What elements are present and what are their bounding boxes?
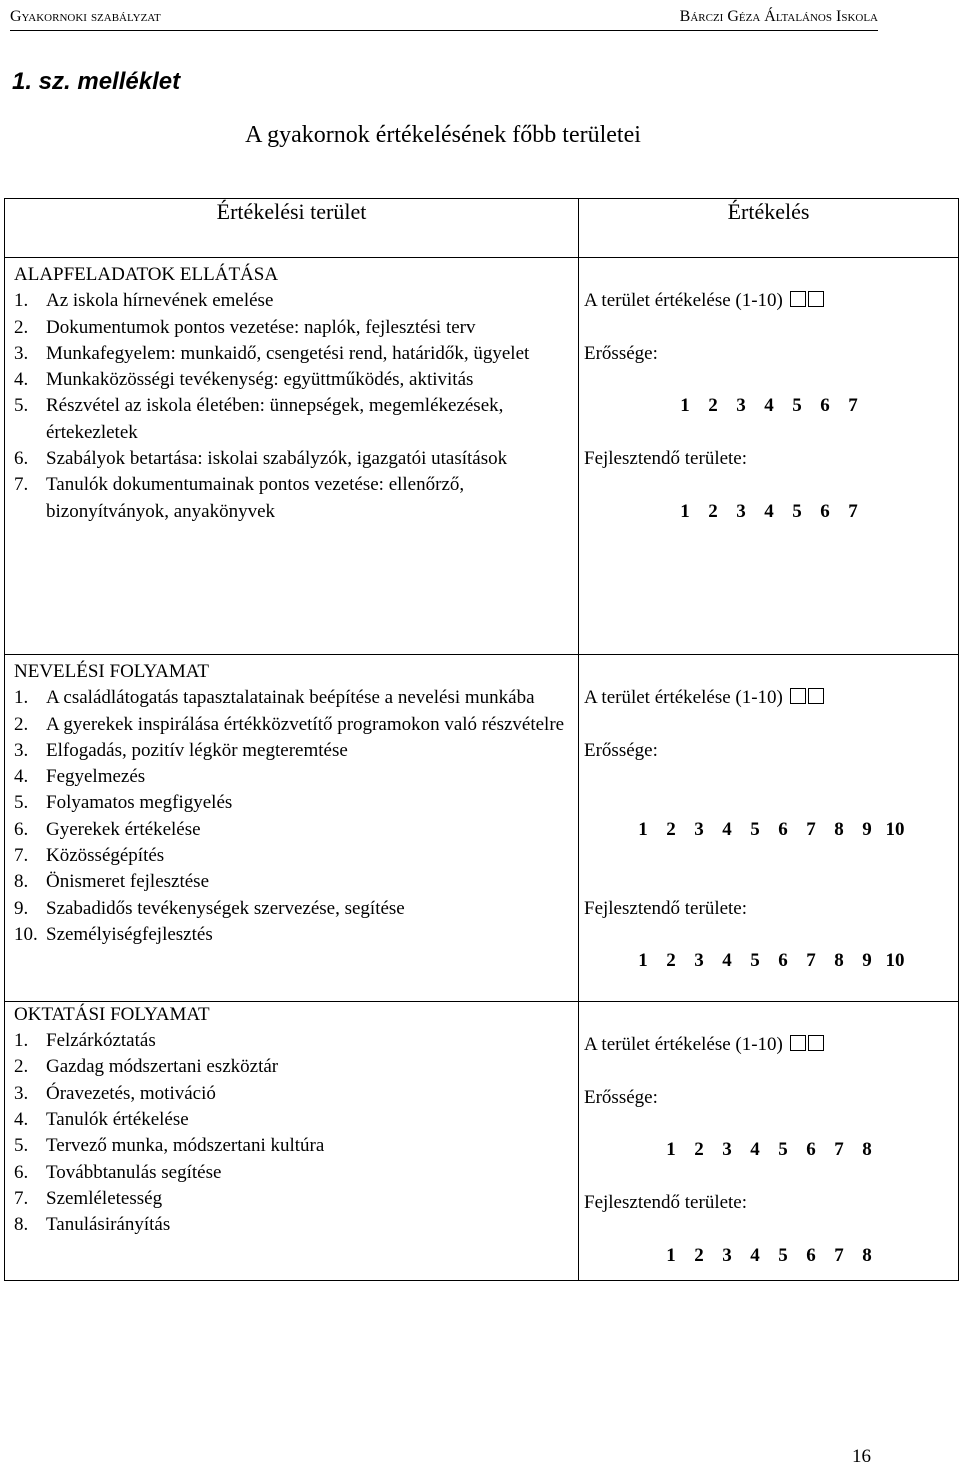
item-number: 6. [14,448,29,470]
score-box[interactable] [790,688,806,704]
improve-label: Fejlesztendő területe: [584,1191,748,1213]
scale-number[interactable]: 5 [778,1139,788,1161]
item-number: 1. [14,687,29,709]
item-text: Tanulók dokumentumainak pontos vezetése: ellenőrző, bizonyítványok, anyakönyvek [46,474,465,522]
scale-number[interactable]: 8 [834,950,844,972]
item-text: Tanulók értékelése [46,1109,189,1131]
item-number: 3. [14,342,29,364]
item-number: 2. [14,1056,29,1078]
item-text: Fegyelmezés [46,766,146,788]
item-text: A családlátogatás tapasztalatainak beépítése a nevelési munkába [46,687,535,709]
criteria-list [5,288,578,525]
item-number: 3. [14,739,29,761]
list-item [5,315,578,341]
list-item [5,341,578,367]
list-item [5,1186,578,1212]
spacer-line [584,420,958,446]
scale-number[interactable]: 6 [820,395,830,417]
scale-number[interactable]: 7 [806,818,816,840]
scale-number[interactable]: 8 [862,1139,872,1161]
evaluation-table [4,198,959,1281]
scale-number[interactable]: 9 [862,950,872,972]
improve-scale [584,1243,958,1269]
page-number: 16 [852,1446,871,1467]
list-item [5,1107,578,1133]
scale-number[interactable]: 10 [885,818,905,840]
rating-line [584,288,958,314]
list-item [5,712,578,738]
item-text: Az iskola hírnevének emelése [46,290,274,312]
spacer-line [584,1216,958,1242]
score-box[interactable] [808,1035,824,1051]
item-text: Felzárkóztatás [46,1030,156,1052]
scale-number[interactable]: 1 [680,500,690,522]
spacer-line [584,472,958,498]
item-number: 9. [14,897,29,919]
item-number: 10. [14,923,38,945]
list-item [5,790,578,816]
list-item [5,472,578,525]
scale-number[interactable]: 9 [862,818,872,840]
improve-label: Fejlesztendő területe: [584,897,748,919]
scale-number[interactable]: 8 [862,1244,872,1266]
item-text: Önismeret fejlesztése [46,871,210,893]
scale-number[interactable]: 1 [666,1139,676,1161]
scale-number[interactable]: 7 [834,1244,844,1266]
score-box[interactable] [808,688,824,704]
strength-label: Erőssége: [584,739,658,761]
list-item [5,393,578,446]
list-item [5,896,578,922]
scale-number[interactable]: 1 [638,950,648,972]
column-header-area: Értékelési terület [5,199,579,258]
scale-number[interactable]: 7 [834,1139,844,1161]
item-number: 5. [14,792,29,814]
section-title: NEVELÉSI FOLYAMAT [14,661,209,682]
section-areas-cell [5,1001,579,1280]
item-text: Dokumentumok pontos vezetése: naplók, fejlesztési terv [46,316,476,338]
spacer-line [584,262,958,288]
scale-number[interactable]: 1 [666,1244,676,1266]
score-box[interactable] [808,291,824,307]
scale-number[interactable]: 6 [820,500,830,522]
list-item [5,817,578,843]
item-text: Munkaközösségi tevékenység: együttműködés, aktivitás [46,369,474,391]
spacer-line [584,922,958,948]
scale-number[interactable]: 8 [834,818,844,840]
rating-line [584,685,958,711]
list-item [5,446,578,472]
annex-label: 1. sz. melléklet [12,68,181,95]
section-title: OKTATÁSI FOLYAMAT [14,1003,210,1025]
section-row [5,1001,959,1280]
item-number: 3. [14,1082,29,1104]
section-title: ALAPFELADATOK ELLÁTÁSA [14,264,279,285]
scale-number[interactable]: 3 [722,1139,732,1161]
item-number: 5. [14,1135,29,1157]
item-text: Tanulásirányítás [46,1214,171,1236]
spacer-line [584,764,958,790]
item-text: Szabályok betartása: iskolai szabályzók, igazgatói utasítások [46,448,508,470]
spacer-line [584,975,958,1001]
item-text: Továbbtanulás segítése [46,1161,222,1183]
item-number: 6. [14,1161,29,1183]
scale-number[interactable]: 10 [885,950,905,972]
item-text: Gyerekek értékelése [46,818,201,840]
list-item [5,1212,578,1238]
header-left: Gyakornoki szabályzat [10,8,161,25]
section-row [5,258,959,655]
scale-number[interactable]: 4 [722,950,732,972]
section-areas-cell [5,655,579,1002]
section-areas-cell [5,258,579,655]
item-number: 1. [14,290,29,312]
scale-number[interactable]: 6 [806,1244,816,1266]
item-number: 6. [14,818,29,840]
item-text: A gyerekek inspirálása értékközvetítő programokon való részvételre [46,713,565,735]
rating-label: A terület értékelése (1-10) [584,290,783,312]
strength-label: Erőssége: [584,1086,658,1108]
item-text: Személyiségfejlesztés [46,923,213,945]
spacer-line [584,1006,958,1032]
scale-number[interactable]: 6 [806,1139,816,1161]
scale-number[interactable]: 3 [694,950,704,972]
item-text: Szemléletesség [46,1187,163,1209]
spacer-line [584,843,958,869]
page-title: A gyakornok értékelésének főbb területei [245,122,641,148]
scale-number[interactable]: 7 [848,395,858,417]
item-number: 2. [14,316,29,338]
section-row [5,655,959,1002]
scale-number[interactable]: 3 [694,818,704,840]
spacer-line [584,1164,958,1190]
item-number: 4. [14,369,29,391]
column-header-rating: Értékelés [579,199,959,258]
scale-number[interactable]: 6 [778,818,788,840]
item-number: 5. [14,395,29,417]
scale-number[interactable]: 3 [736,500,746,522]
item-number: 7. [14,845,29,867]
scale-number[interactable]: 4 [750,1139,760,1161]
scale-number[interactable]: 4 [750,1244,760,1266]
section-rating-cell [579,258,959,655]
scale-number[interactable]: 3 [736,395,746,417]
spacer-line [584,578,958,604]
rating-label: A terület értékelése (1-10) [584,1034,783,1056]
rating-label: A terület értékelése (1-10) [584,687,783,709]
scale-number[interactable]: 5 [792,395,802,417]
strength-scale [584,1137,958,1163]
scale-number[interactable]: 2 [666,818,676,840]
spacer-line [584,1058,958,1084]
scale-number[interactable]: 2 [694,1244,704,1266]
list-item [5,843,578,869]
spacer-line [584,1111,958,1137]
item-number: 2. [14,713,29,735]
score-box[interactable] [790,1035,806,1051]
spacer-line [584,367,958,393]
scale-number[interactable]: 5 [750,818,760,840]
spacer-line [584,659,958,685]
improve-scale [584,948,958,974]
list-item [5,1028,578,1054]
scale-number[interactable]: 6 [778,950,788,972]
improve-label: Fejlesztendő területe: [584,448,748,470]
strength-scale [584,817,958,843]
scale-number[interactable]: 2 [708,500,718,522]
spacer-line [584,551,958,577]
scale-number[interactable]: 1 [680,395,690,417]
list-item [5,1133,578,1159]
scale-number[interactable]: 5 [792,500,802,522]
spacer-line [584,869,958,895]
scale-number[interactable]: 2 [666,950,676,972]
header-right: Bárczi Géza Általános Iskola [679,8,878,25]
scale-number[interactable]: 7 [806,950,816,972]
item-text: Óravezetés, motiváció [46,1082,216,1104]
spacer-line [584,790,958,816]
item-text: Folyamatos megfigyelés [46,792,233,814]
scale-number[interactable]: 4 [722,818,732,840]
list-item [5,738,578,764]
section-rating-cell [579,655,959,1002]
scale-number[interactable]: 4 [764,500,774,522]
section-rating-cell [579,1001,959,1280]
scale-number[interactable]: 2 [694,1139,704,1161]
scale-number[interactable]: 2 [708,395,718,417]
list-item [5,685,578,711]
item-number: 8. [14,1214,29,1236]
item-text: Munkafegyelem: munkaidő, csengetési rend, határidők, ügyelet [46,342,530,364]
scale-number[interactable]: 1 [638,818,648,840]
item-number: 4. [14,1109,29,1131]
strength-scale [584,393,958,419]
item-text: Gazdag módszertani eszköztár [46,1056,279,1078]
scale-number[interactable]: 5 [750,950,760,972]
list-item [5,288,578,314]
strength-label: Erőssége: [584,342,658,364]
item-number: 1. [14,1030,29,1052]
spacer-line [584,315,958,341]
item-text: Elfogadás, pozitív légkör megteremtése [46,739,348,761]
item-number: 8. [14,871,29,893]
item-text: Részvétel az iskola életében: ünnepségek, megemlékezések, értekezletek [46,395,504,443]
item-text: Szabadidős tevékenységek szervezése, segítése [46,897,405,919]
running-header [10,4,878,31]
scale-number[interactable]: 7 [848,500,858,522]
list-item [5,1081,578,1107]
criteria-list [5,685,578,948]
scale-number[interactable]: 4 [764,395,774,417]
list-item [5,1054,578,1080]
list-item [5,1160,578,1186]
rating-line [584,1032,958,1058]
improve-scale [584,499,958,525]
list-item [5,869,578,895]
item-number: 4. [14,766,29,788]
scale-number[interactable]: 5 [778,1244,788,1266]
item-number: 7. [14,1187,29,1209]
spacer-line [584,525,958,551]
scale-number[interactable]: 3 [722,1244,732,1266]
item-number: 7. [14,474,29,496]
list-item [5,764,578,790]
criteria-list [5,1028,578,1238]
list-item [5,367,578,393]
spacer-line [584,712,958,738]
item-text: Közösségépítés [46,845,165,867]
item-text: Tervező munka, módszertani kultúra [46,1135,325,1157]
score-box[interactable] [790,291,806,307]
list-item [5,922,578,948]
